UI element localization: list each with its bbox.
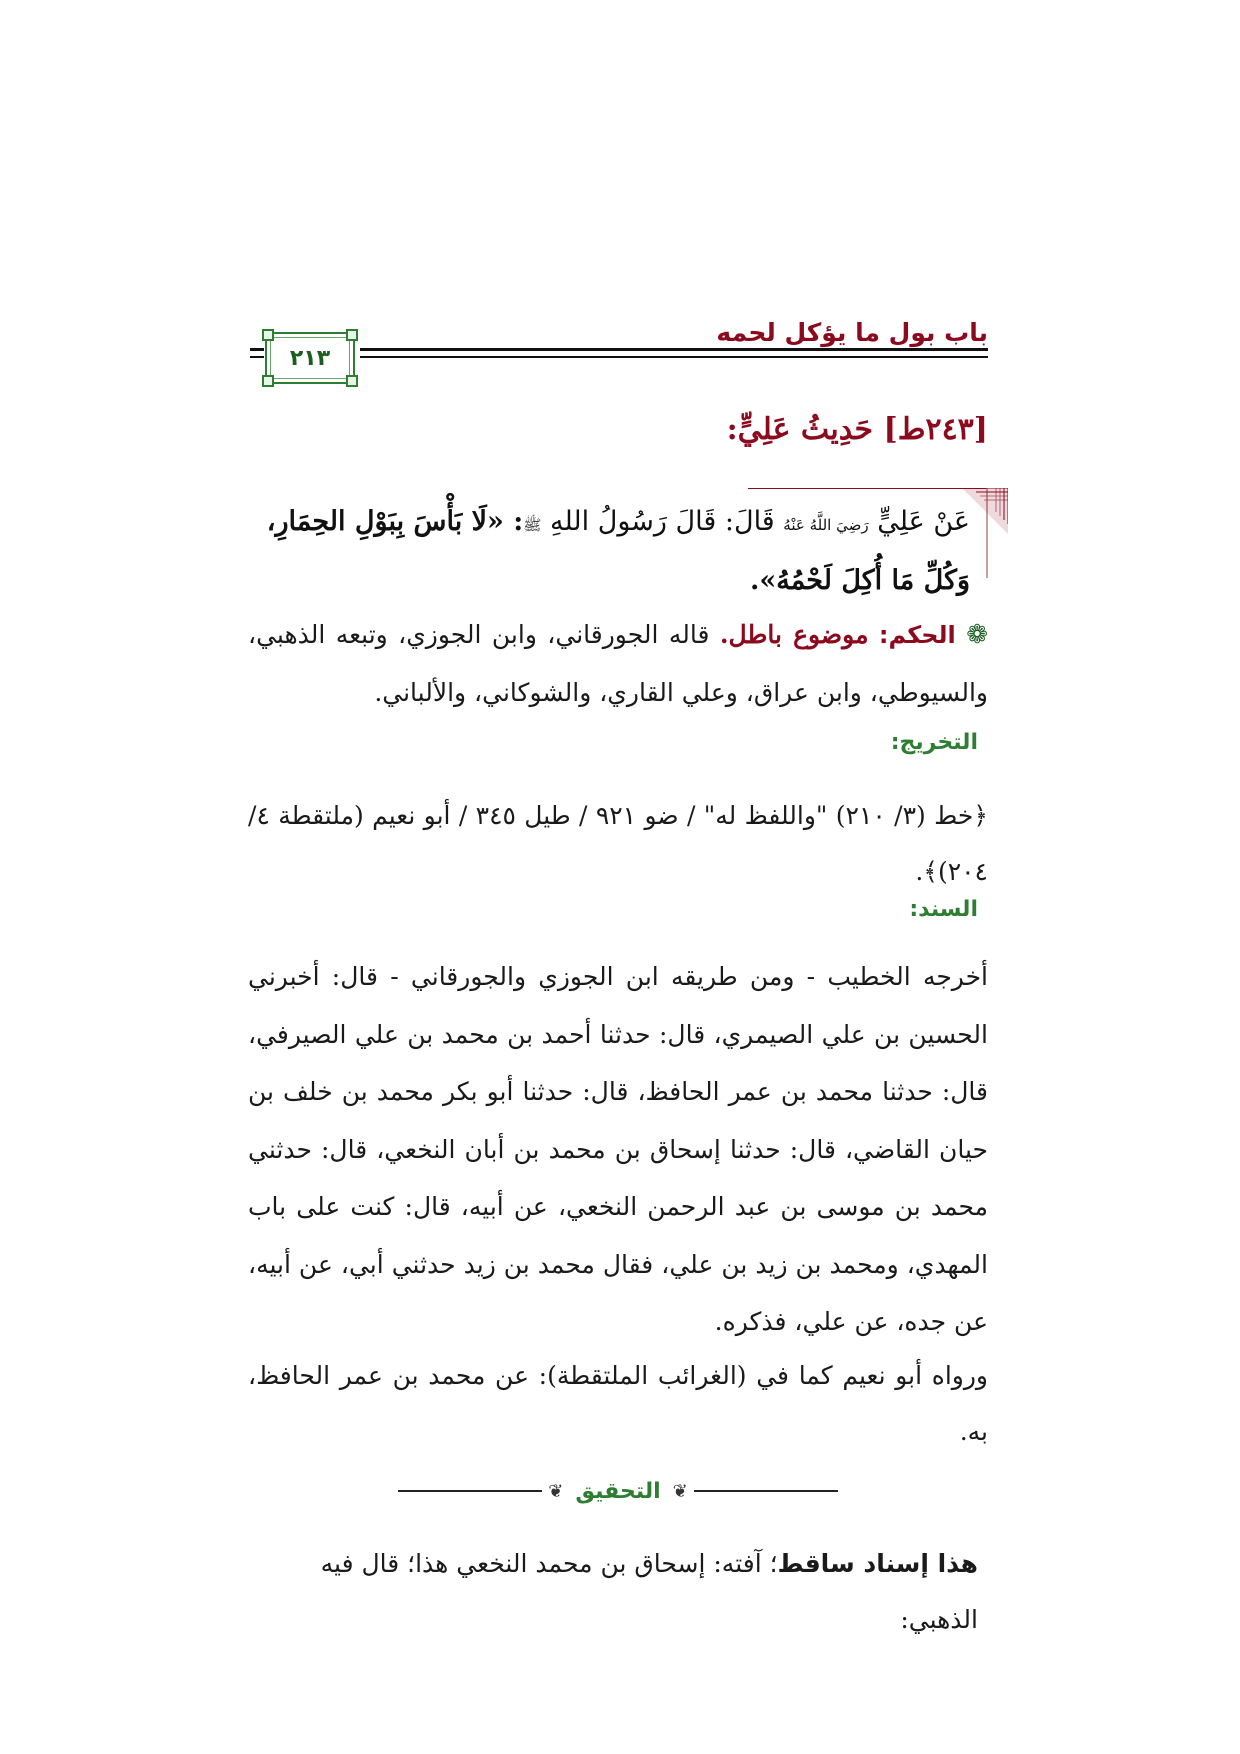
hadith-number: [٢٤٣ط] [883,412,988,447]
isnad-heading: السند: [909,897,978,922]
header-rule-right-top [360,348,988,351]
badge-corner-ornament [346,375,358,387]
hadith-matn: : «لَا بَأْسَ بِبَوْلِ الحِمَارِ، وَكُلِّ مَا أُكِلَ لَحْمُهُ». [266,506,970,596]
hadith-title: حَدِيثُ عَلِيٍّ: [726,412,874,447]
takhrij-paragraph: ﴿خط (٣/ ٢١٠) "واللفظ له" / ضو ٩٢١ / طيل ٣٤٥ / أبو نعيم (ملتقطة ٤/ ٢٠٤)﴾. [248,801,988,886]
isnad-paragraph: أخرجه الخطيب - ومن طريقه ابن الجوزي والجورقاني - قال: أخبرني الحسين بن علي الصيمري، قال: حدثنا أحمد بن محمد بن علي الصيرفي، قال: حدثنا محمد بن عمر الحافظ، قال: حدثنا أبو بكر محمد بن خلف بن حيان القاضي، قال: حدثنا إسحاق بن محمد بن أبان النخعي، قال: حدثني محمد بن موسى بن عبد الرحمن النخعي، عن أبيه، قال: كنت على باب المهدي، ومحمد بن زيد بن علي، فقال محمد بن زيد حدثني أبي، عن أبيه، عن جده، عن علي، فذكره. [248,962,988,1336]
hadith-text [250,494,970,609]
tahqiq-paragraph [248,1536,978,1648]
header-rule-left-top [250,348,264,351]
flower-ornament-icon: ❁ [966,620,988,650]
divider-line [398,1490,542,1492]
ruling-paragraph [248,606,988,721]
header-rule-left-bottom [250,356,264,358]
page-number: ٢١٣ [289,345,331,371]
isnad-paragraph-2: ورواه أبو نعيم كما في (الغرائب الملتقطة): عن محمد بن عمر الحافظ، به. [248,1361,988,1446]
chapter-title: باب بول ما يؤكل لحمه [716,318,988,347]
divider-line [694,1490,838,1492]
ruling-verdict: موضوع باطل. [719,620,869,649]
takhrij-heading: التخريج: [890,730,978,755]
tahqiq-text: ؛ آفته: إسحاق بن محمد النخعي هذا؛ قال فيه الذهبي: [320,1549,978,1634]
ruling-text: قاله الجورقاني، وابن الجوزي، وتبعه الذهبي، والسيوطي، وابن عراق، وعلي القاري، والشوكاني، والألباني. [248,620,988,707]
badge-corner-ornament [346,329,358,341]
ruling-label: الحكم: [878,621,956,649]
hadith-said: قَالَ: قَالَ رَسُولُ اللهِ [549,506,775,537]
hadith-narrator: عَنْ عَلِيٍّ [877,506,970,537]
salawat-glyph: ﷺ [523,516,542,534]
tahqiq-lead: هذا إسناد ساقط [777,1549,978,1578]
badge-corner-ornament [262,375,274,387]
tahqiq-title: التحقيق [575,1478,661,1504]
badge-corner-ornament [262,329,274,341]
hadith-frame-line [748,488,988,489]
tahqiq-divider [398,1473,838,1509]
page-number-badge [265,332,355,384]
honorific-glyph: رَضِيَ اللَّهُ عَنْهُ [783,516,869,534]
divider-ornament-icon: ❦ [548,1480,564,1502]
header-rule-right-bottom [360,356,988,358]
hadith-heading [727,412,988,447]
divider-ornament-icon: ❦ [672,1480,688,1502]
